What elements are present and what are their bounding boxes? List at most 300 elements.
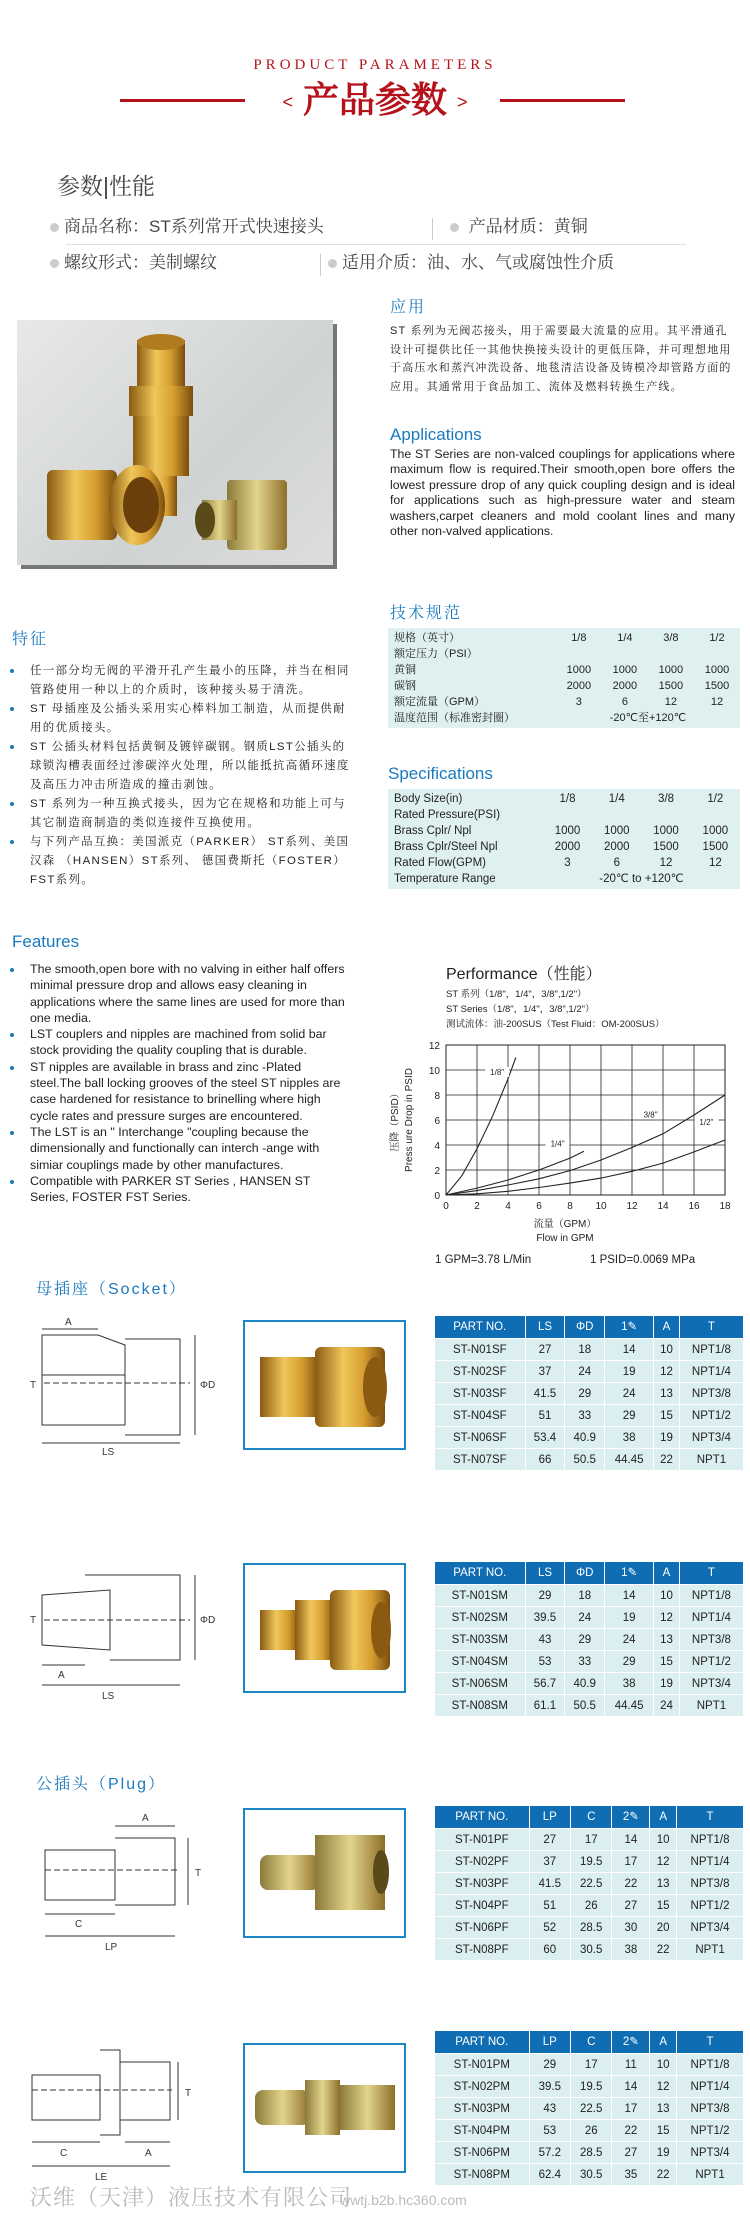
chart-subtitle-3: 测试流体：油-200SUS（Test Fluid：OM-200SUS） (446, 1019, 665, 1030)
spec-label: Brass Cplr/Steel Npl (394, 841, 498, 853)
table-cell: 19 (605, 1607, 653, 1628)
divider (432, 218, 433, 240)
socket-photo-icon (245, 1322, 404, 1448)
table-cell: 12 (654, 1361, 679, 1382)
table-row (435, 2120, 743, 2141)
table-cell: 10 (654, 1585, 679, 1606)
table-cell: ST-N08PM (435, 2164, 529, 2185)
dim-label-t: T (185, 2088, 192, 2099)
table-cell: ST-N04SF (435, 1405, 525, 1426)
bullet-icon (50, 223, 59, 232)
watermark-url: wwtj.b2b.hc360.com (340, 2192, 467, 2208)
technical-drawing-icon (30, 1565, 220, 1705)
spec-value: 1000 (603, 825, 630, 837)
table-cell: 43 (526, 1629, 565, 1650)
table-cell: 52 (530, 1917, 570, 1938)
table-cell: 44.45 (605, 1695, 653, 1716)
column-header: C (571, 1806, 611, 1828)
column-header: 1✎ (605, 1562, 653, 1584)
spec-row (388, 855, 740, 871)
spec-value: 1000 (702, 825, 729, 837)
spec-cn-heading: 技术规范 (390, 605, 463, 622)
spec-row (388, 871, 740, 887)
table-cell: 37 (526, 1361, 565, 1382)
table-cell: 24 (654, 1695, 679, 1716)
table-cell: NPT1 (677, 1939, 743, 1960)
spec-cn-table (388, 628, 740, 728)
application-text-en: The ST Series are non-valced couplings for applications where maximum flow is required.Their smooth,open bore offers the lowest pressure drop of any quick coupling design and is ideal for applications such as high-pressure water and steam washers,carpet cleaners and mold coolant lines and many other non-valved applications. (390, 447, 735, 539)
watermark-company: 沃维（天津）液压技术有限公司 (30, 2185, 353, 2210)
table-row (435, 1829, 743, 1850)
table-cell: 13 (654, 1629, 679, 1650)
application-heading-en: Applications (390, 425, 482, 444)
table-row (435, 2054, 743, 2075)
spec-value: 1000 (704, 664, 730, 676)
table-cell: ST-N01SF (435, 1339, 525, 1360)
table-cell: NPT1/4 (677, 2076, 743, 2097)
spec-value: 1500 (704, 680, 730, 692)
dim-label-a: A (65, 1317, 72, 1328)
column-header: T (680, 1316, 743, 1338)
table-cell: ST-N03PM (435, 2098, 529, 2119)
dim-label-le: LE (95, 2172, 108, 2183)
spec-value: 3 (564, 857, 571, 869)
dim-label-ls: LS (102, 1447, 115, 1455)
spec-row (388, 662, 740, 678)
spec-value: 1000 (612, 664, 638, 676)
table-cell: 14 (605, 1585, 653, 1606)
spec-value: 1000 (658, 664, 684, 676)
table-cell: ST-N04PF (435, 1895, 529, 1916)
table-cell: 41.5 (530, 1873, 570, 1894)
technical-drawing-icon (30, 1810, 220, 1955)
table-cell: NPT1/8 (680, 1339, 743, 1360)
table-row (435, 2098, 743, 2119)
technical-drawing-icon (20, 2040, 210, 2185)
column-header: PART NO. (435, 1806, 529, 1828)
spec-value: 3/8 (663, 632, 679, 644)
y-axis-label: Press ure Drop in PSID (404, 1068, 415, 1172)
table-cell: 19.5 (571, 1851, 611, 1872)
feature-item: 任一部分均无阀的平滑开孔产生最小的压降，并当在相同管路使用一种以上的介质时，该种接头易于清洗。 (0, 662, 350, 700)
table-cell: 53.4 (526, 1427, 565, 1448)
spec-label: 温度范围（标准密封圈） (394, 712, 515, 724)
spec-row (388, 823, 740, 839)
chart-xlabel: Flow in GPM (536, 1233, 594, 1244)
spec-label: 黄铜 (394, 664, 416, 676)
feature-item: ST 系列为一种互换式接头，因为它在规格和功能上可与其它制造商制造的类似连接件互换使用。 (0, 795, 350, 833)
features-cn-list (0, 662, 350, 890)
y-tick-label: 4 (434, 1141, 440, 1152)
table-cell: 11 (612, 2054, 649, 2075)
table-cell: 26 (571, 2120, 611, 2141)
table-cell: ST-N03PF (435, 1873, 529, 1894)
spec-label: 规格（英寸） (394, 632, 460, 644)
table-cell: ST-N06SM (435, 1673, 525, 1694)
table-cell: 10 (650, 1829, 676, 1850)
socket-m-drawing (30, 1565, 220, 1705)
spec-value: -20℃ to +120℃ (599, 873, 684, 885)
spec-value (592, 807, 641, 823)
spec-value: 1/8 (559, 793, 576, 805)
spec-value (556, 646, 602, 662)
x-tick-label: 8 (567, 1201, 573, 1212)
table-row (435, 1405, 743, 1426)
y-tick-label: 12 (428, 1041, 440, 1052)
series-label: 1/8" (490, 1068, 505, 1077)
table-cell: 17 (571, 2054, 611, 2075)
y-axis-label-cn: 压降（PSID） (390, 1088, 401, 1152)
table-cell: 18 (565, 1339, 604, 1360)
spec-value (648, 646, 694, 662)
table-cell: 15 (650, 1895, 676, 1916)
table-cell: 22 (650, 2164, 676, 2185)
table-row (435, 2076, 743, 2097)
table-cell: 53 (530, 2120, 570, 2141)
spec-row (388, 839, 740, 855)
feature-item: LST couplers and nipples are machined from solid bar stock providing the quality coupling that is durable. (0, 1026, 350, 1059)
table-cell: 66 (526, 1449, 565, 1470)
info-text: 适用介质：油、水、气或腐蚀性介质 (342, 253, 614, 272)
plug-m-drawing (20, 2040, 210, 2185)
table-cell: 62.4 (530, 2164, 570, 2185)
column-header: T (680, 1562, 743, 1584)
right-angle-icon: > (457, 92, 468, 113)
table-cell: 13 (650, 2098, 676, 2119)
column-header: C (571, 2031, 611, 2053)
series-label: 1/2" (699, 1118, 714, 1127)
table-cell: ST-N07SF (435, 1449, 525, 1470)
x-tick-label: 2 (474, 1201, 480, 1212)
table-cell: ST-N08SM (435, 1695, 525, 1716)
dim-label-a: A (142, 1813, 149, 1824)
spec-value: 1500 (702, 841, 729, 853)
dim-label-c: C (75, 1919, 83, 1930)
table-cell: NPT1/8 (680, 1585, 743, 1606)
table-cell: 60 (530, 1939, 570, 1960)
table-cell: 27 (530, 1829, 570, 1850)
spec-label: Temperature Range (394, 873, 496, 885)
socket-f-photo (243, 1320, 406, 1450)
table-cell: 24 (565, 1607, 604, 1628)
spec-value: 1500 (653, 841, 679, 853)
table-row (435, 2164, 743, 2185)
spec-value: 12 (664, 696, 678, 708)
product-photo (17, 320, 333, 565)
info-product-name (50, 216, 324, 238)
spec-row (388, 710, 740, 726)
table-header-row (435, 1562, 743, 1584)
table-cell: 20 (650, 1917, 676, 1938)
table-cell: 30 (612, 1917, 649, 1938)
table-cell: 22 (654, 1449, 679, 1470)
table-cell: 33 (565, 1405, 604, 1426)
spec-value: 3/8 (658, 793, 675, 805)
table-cell: 13 (650, 1873, 676, 1894)
spec-label: 额定压力（PSI） (394, 648, 478, 660)
chart-note-gpm: 1 GPM=3.78 L/Min (435, 1254, 532, 1266)
features-cn-heading: 特征 (12, 631, 49, 648)
table-cell: ST-N06SF (435, 1427, 525, 1448)
column-header: 2✎ (612, 2031, 649, 2053)
table-cell: 41.5 (526, 1383, 565, 1404)
table-cell: 57.2 (530, 2142, 570, 2163)
column-header: A (654, 1316, 679, 1338)
table-cell: 15 (650, 2120, 676, 2141)
spec-row (388, 694, 740, 710)
plug-m-table (434, 2030, 744, 2186)
spec-value: 6 (621, 696, 628, 708)
table-cell: 39.5 (526, 1607, 565, 1628)
table-cell: NPT3/8 (677, 2098, 743, 2119)
table-cell: 50.5 (565, 1695, 604, 1716)
table-cell: 29 (565, 1383, 604, 1404)
feature-item: ST 母插座及公插头采用实心棒料加工制造，从而提供耐用的优质接头。 (0, 700, 350, 738)
column-header: A (650, 2031, 676, 2053)
spec-value: 1500 (658, 680, 684, 692)
table-cell: ST-N06PF (435, 1917, 529, 1938)
dim-label-d: ΦD (200, 1380, 216, 1391)
info-thread (50, 252, 217, 274)
socket-label: 母插座（Socket） (36, 1281, 187, 1298)
table-cell: ST-N08PF (435, 1939, 529, 1960)
spec-value (691, 807, 740, 823)
x-tick-label: 16 (688, 1201, 700, 1212)
table-row (435, 1427, 743, 1448)
table-cell: NPT3/4 (680, 1673, 743, 1694)
table-cell: 50.5 (565, 1449, 604, 1470)
table-cell: 17 (612, 1851, 649, 1872)
spec-label: Rated Pressure(PSI) (394, 809, 501, 821)
x-tick-label: 0 (443, 1201, 449, 1212)
table-cell: 43 (530, 2098, 570, 2119)
page-title (0, 78, 750, 124)
table-row (435, 1339, 743, 1360)
table-cell: ST-N03SM (435, 1629, 525, 1650)
header-subtitle: PRODUCT PARAMETERS (253, 57, 497, 73)
left-angle-icon: < (282, 92, 293, 113)
series-label: 1/4" (550, 1139, 565, 1149)
table-row (435, 1651, 743, 1672)
plug-f-photo (243, 1808, 406, 1938)
x-tick-label: 10 (595, 1201, 607, 1212)
table-row (435, 1673, 743, 1694)
table-cell: 15 (654, 1405, 679, 1426)
spec-value: 6 (613, 857, 620, 869)
chart-xlabel-cn: 流量（GPM） (533, 1219, 597, 1230)
feature-item: 与下列产品互换：美国派克（PARKER） ST系列、美国汉森 （HANSEN）ST系列、 德国费斯托（FOSTER） FST系列。 (0, 833, 350, 890)
dim-label-c: C (60, 2148, 68, 2159)
table-cell: NPT3/8 (680, 1383, 743, 1404)
chart-note-psid: 1 PSID=0.0069 MPa (590, 1254, 696, 1266)
column-header: ΦD (565, 1562, 604, 1584)
dim-label-t: T (195, 1868, 202, 1879)
table-cell: ST-N06PM (435, 2142, 529, 2163)
y-tick-label: 2 (434, 1166, 440, 1177)
column-header: LP (530, 2031, 570, 2053)
column-header: ΦD (565, 1316, 604, 1338)
table-cell: 12 (650, 1851, 676, 1872)
chart-subtitle-2: ST Series（1/8"，1/4"，3/8",1/2"） (446, 1004, 595, 1015)
table-row (435, 1939, 743, 1960)
bullet-icon (50, 259, 59, 268)
table-cell: 56.7 (526, 1673, 565, 1694)
feature-item: The LST is an " Interchange "coupling because the dimensionally and functionally can interch -ange with simiar couplings made by other manufactures. (0, 1124, 350, 1173)
spec-value (694, 646, 740, 662)
table-cell: NPT1/4 (677, 1851, 743, 1872)
spec-value: 1/2 (707, 793, 724, 805)
spec-row (388, 646, 740, 662)
column-header: A (654, 1562, 679, 1584)
table-cell: NPT1/8 (677, 2054, 743, 2075)
table-cell: ST-N04SM (435, 1651, 525, 1672)
spec-value: -20℃至+120℃ (609, 712, 687, 724)
table-cell: NPT3/4 (677, 2142, 743, 2163)
table-cell: 40.9 (565, 1673, 604, 1694)
column-header: PART NO. (435, 1316, 525, 1338)
table-cell: 37 (530, 1851, 570, 1872)
table-row (435, 1851, 743, 1872)
spec-label: 碳钢 (394, 680, 416, 692)
table-cell: 27 (526, 1339, 565, 1360)
spec-value: 1/4 (617, 632, 633, 644)
info-material (450, 216, 588, 238)
table-cell: NPT1/2 (677, 1895, 743, 1916)
table-row (435, 2142, 743, 2163)
table-cell: ST-N02SF (435, 1361, 525, 1382)
table-cell: 24 (605, 1383, 653, 1404)
table-row (435, 1449, 743, 1470)
table-cell: 10 (650, 2054, 676, 2075)
spec-value: 1/4 (608, 793, 625, 805)
column-header: LP (530, 1806, 570, 1828)
table-cell: NPT3/4 (677, 1917, 743, 1938)
socket-f-table (434, 1315, 744, 1471)
column-header: T (677, 2031, 743, 2053)
column-header: PART NO. (435, 1562, 525, 1584)
column-header: 1✎ (605, 1316, 653, 1338)
dim-label-ls: LS (102, 1691, 115, 1702)
spec-value: 1000 (653, 825, 679, 837)
table-cell: NPT1/2 (680, 1651, 743, 1672)
table-cell: 51 (526, 1405, 565, 1426)
spec-value: 12 (659, 857, 673, 869)
socket-f-drawing (30, 1315, 220, 1455)
table-cell: NPT1 (677, 2164, 743, 2185)
spec-value: 3 (575, 696, 582, 708)
table-cell: NPT3/8 (677, 1873, 743, 1894)
coupling-image-icon (17, 320, 333, 565)
table-cell: 38 (612, 1939, 649, 1960)
table-cell: NPT3/8 (680, 1629, 743, 1650)
spec-value: 1/2 (709, 632, 725, 644)
column-header: LS (526, 1316, 565, 1338)
spec-row (388, 807, 740, 823)
table-row (435, 1607, 743, 1628)
spec-value (641, 807, 690, 823)
table-cell: 40.9 (565, 1427, 604, 1448)
y-tick-label: 8 (434, 1091, 440, 1102)
table-cell: 61.1 (526, 1695, 565, 1716)
table-row (435, 1917, 743, 1938)
table-cell: 38 (605, 1673, 653, 1694)
socket-m-photo (243, 1563, 406, 1693)
table-cell: NPT1/2 (677, 2120, 743, 2141)
table-cell: 14 (612, 1829, 649, 1850)
table-cell: ST-N01PF (435, 1829, 529, 1850)
table-cell: 44.45 (605, 1449, 653, 1470)
table-cell: ST-N02PF (435, 1851, 529, 1872)
table-cell: ST-N01PM (435, 2054, 529, 2075)
dim-label-a: A (58, 1670, 65, 1681)
table-cell: 39.5 (530, 2076, 570, 2097)
table-cell: 15 (654, 1651, 679, 1672)
dim-label-a: A (145, 2148, 152, 2159)
application-heading-cn: 应用 (390, 299, 427, 316)
chart-subtitle-1: ST 系列（1/8"，1/4"，3/8",1/2"） (446, 989, 587, 1000)
spec-value: 2000 (612, 680, 638, 692)
table-cell: 22 (650, 1939, 676, 1960)
info-media (328, 252, 614, 274)
table-cell: 22.5 (571, 2098, 611, 2119)
spec-row (388, 791, 740, 807)
table-cell: 12 (650, 2076, 676, 2097)
table-cell: 22 (612, 1873, 649, 1894)
x-tick-label: 12 (626, 1201, 638, 1212)
table-cell: 18 (565, 1585, 604, 1606)
table-row (435, 1585, 743, 1606)
table-cell: 26 (571, 1895, 611, 1916)
dim-label-d: ΦD (200, 1615, 216, 1626)
table-row (435, 1895, 743, 1916)
x-tick-label: 4 (505, 1201, 511, 1212)
y-tick-label: 6 (434, 1116, 440, 1127)
spec-value: 2000 (603, 841, 630, 853)
x-tick-label: 14 (657, 1201, 669, 1212)
table-cell: NPT1/2 (680, 1405, 743, 1426)
info-text: 产品材质：黄铜 (468, 217, 588, 236)
table-cell: 30.5 (571, 1939, 611, 1960)
plug-label: 公插头（Plug） (36, 1776, 167, 1793)
feature-item: The smooth,open bore with no valving in either half offers minimal pressure drop and allows easy cleaning in applications where the same lines are used for more than one media. (0, 961, 350, 1026)
table-cell: ST-N02PM (435, 2076, 529, 2097)
table-cell: 29 (565, 1629, 604, 1650)
plug-photo-icon (245, 2045, 404, 2171)
dim-label-t: T (30, 1380, 37, 1391)
spec-value: 1/8 (571, 632, 587, 644)
column-header: 2✎ (612, 1806, 649, 1828)
table-cell: 33 (565, 1651, 604, 1672)
table-cell: 10 (654, 1339, 679, 1360)
column-header: LS (526, 1562, 565, 1584)
table-row (435, 1873, 743, 1894)
table-cell: 38 (605, 1427, 653, 1448)
series-label: 3/8" (643, 1110, 658, 1120)
divider (320, 254, 321, 276)
table-cell: NPT1/4 (680, 1361, 743, 1382)
table-cell: 53 (526, 1651, 565, 1672)
table-row (435, 1695, 743, 1716)
table-cell: 24 (605, 1629, 653, 1650)
table-cell: 29 (605, 1651, 653, 1672)
column-header: T (677, 1806, 743, 1828)
table-cell: 22.5 (571, 1873, 611, 1894)
spec-value (602, 646, 648, 662)
table-row (435, 1383, 743, 1404)
socket-photo-icon (245, 1565, 404, 1691)
column-header: A (650, 1806, 676, 1828)
application-text-cn: ST 系列为无阀芯接头，用于需要最大流量的应用。其平滑通孔设计可提供比任一其他快换接头设计的更低压降，并可理想地用于高压水和蒸汽冲洗设备、地毯清洁设备及铸模冷却管路方面的应用。其通常用于食品加工、流体及燃料转换生产线。 (390, 325, 732, 393)
